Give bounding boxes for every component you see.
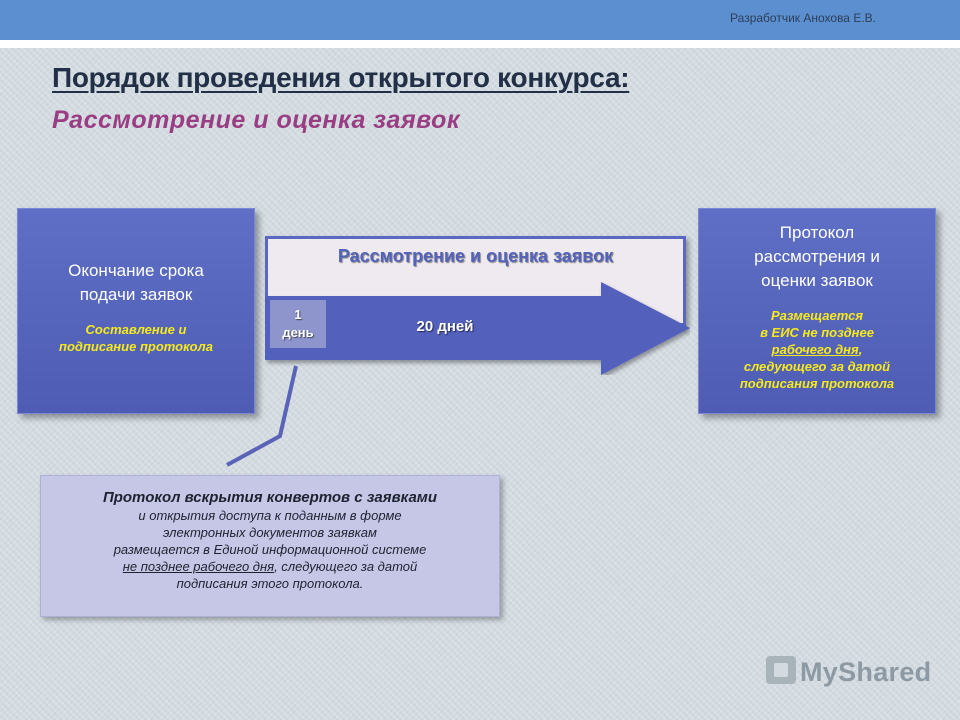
protocol-subtext: Размещается в ЕИС не позднее рабочего дня, следующего за датой подписания протокола: [739, 308, 895, 391]
top-bar-divider: [0, 40, 960, 48]
one-day-block: 1 день: [270, 300, 326, 348]
twenty-days-label: 20 дней: [416, 318, 474, 335]
page-title: Порядок проведения открытого конкурса:: [52, 62, 630, 93]
myshared-logo-icon: [766, 656, 796, 684]
watermark: MyShared: [766, 656, 931, 688]
author-credit: Разработчик Анохова Е.В.: [730, 11, 876, 25]
protocol-box: [698, 208, 936, 414]
note-heading: Протокол вскрытия конвертов с заявками: [102, 489, 438, 506]
protocol-heading: Протокол рассмотрения и оценки заявок: [754, 223, 880, 290]
page-subtitle: Рассмотрение и оценка заявок: [52, 106, 461, 134]
deadline-heading: Окончание срока подачи заявок: [68, 261, 204, 304]
deadline-subtext: Составление и подписание протокола: [59, 322, 213, 354]
opening-protocol-note: [40, 475, 500, 617]
review-title: Рассмотрение и оценка заявок: [337, 246, 614, 266]
deadline-box: [17, 208, 255, 414]
note-body: и открытия доступа к поданным в форме электронных документов заявкам размещается в Единой информационной системе не позднее рабочего дня, следующего за датой подписания этого протокола.: [113, 508, 427, 591]
